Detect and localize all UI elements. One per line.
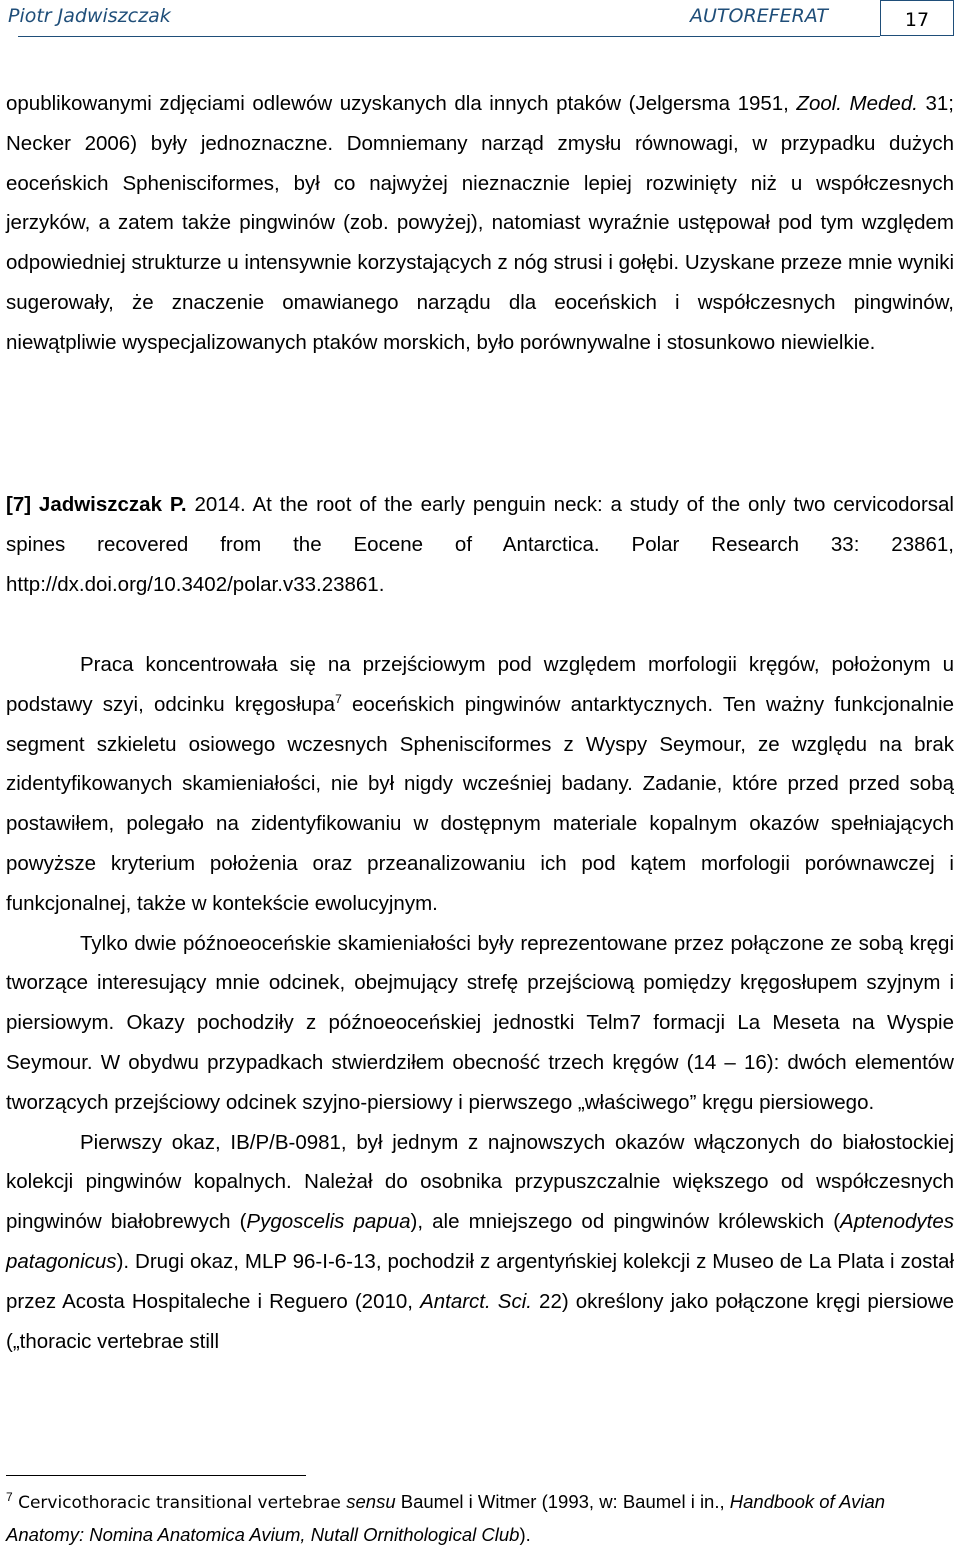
- page-number: 17: [880, 0, 954, 36]
- p1-text-a: opublikowanymi zdjęciami odlewów uzyskanych dla innych ptaków (Jelgersma 1951,: [6, 92, 797, 115]
- p1-journal: Zool. Meded.: [796, 92, 918, 115]
- footnote-italic-1: sensu: [346, 1491, 396, 1512]
- paragraph-2: [6, 645, 954, 924]
- p4-species-2: Aptenodytes patagonicus: [6, 1210, 955, 1273]
- ref7-author: [7] Jadwiszczak P.: [6, 493, 187, 516]
- ref7-citation: 2014. At the root of the early penguin neck: a study of the only two cervicodorsal spines recovered from the Eocene of Antarctica. Polar Research 33: 23861, http://dx.doi.org/10.3402/polar.v33.23861.: [6, 493, 954, 596]
- paragraph-3: Tylko dwie późnoeoceńskie skamieniałości były reprezentowane przez połączone ze sobą kręgi tworzące interesujący mnie odcinek, obejmujący strefę przejściową pomiędzy kręgosłupem szyjnym i piersiowym. Okazy pochodziły z późnoeoceńskiej jednostki Telm7 formacji La Meseta na Wyspie Seymour. W obydwu przypadkach stwierdziłem obecność trzech kręgów (14 – 16): dwóch elementów tworzących przejściowy odcinek szyjno-piersiowy i pierwszego „właściwego” kręgu piersiowego.: [6, 931, 954, 1114]
- page-header: [0, 0, 960, 40]
- header-title: AUTOREFERAT: [690, 5, 829, 27]
- paragraph-1: [6, 84, 954, 363]
- footnote-separator: [6, 1475, 306, 1476]
- footnote-text-b: Baumel i Witmer (1993, w: Baumel i in.,: [395, 1491, 730, 1512]
- p4-journal: Antarct. Sci.: [420, 1289, 532, 1313]
- paragraph-4: [6, 1123, 954, 1362]
- footnote-italic-2: Handbook of Avian Anatomy: Nomina Anatomica Avium, Nutall Ornithological Club: [6, 1491, 886, 1545]
- header-author: Piotr Jadwiszczak: [8, 5, 171, 27]
- footnote-text-c: ).: [519, 1524, 531, 1545]
- reference-7: [6, 485, 954, 604]
- p4-text-a: Pierwszy okaz, IB/P/B-0981, był jednym z najnowszych okazów włączonych do białostockiej kolekcji pingwinów kopalnych. Należał do osobnika przypuszczalnie większego od współczesnych pingwinów białobrewych (: [6, 1130, 954, 1234]
- footnote: [6, 1486, 954, 1551]
- p4-species-1: Pygoscelis papua: [246, 1210, 411, 1234]
- footnote-marker: 7: [335, 691, 342, 706]
- footnote-text-a: Cervicothoracic transitional vertebrae: [12, 1493, 347, 1513]
- p1-text-b: 31; Necker 2006) były jednoznaczne. Domniemany narząd zmysłu równowagi, w przypadku dużych eoceńskich Sphenisciformes, był co najwyżej nieznacznie lepiej rozwinięty niż u współczesnych jerzyków, a zatem także pingwinów (zob. powyżej), natomiast wyraźnie ustępował pod tym względem odpowiedniej strukturze u intensywnie korzystających z nóg strusi i gołębi. Uzyskane przeze mnie wyniki sugerowały, że znaczenie omawianego narządu dla eoceńskich i współczesnych pingwinów, niewątpliwie wyspecjalizowanych ptaków morskich, było porównywalne i stosunkowo niewielkie.: [6, 92, 954, 354]
- p4-text-d: 22) określony jako połączone kręgi piersiowe („thoracic vertebrae still: [6, 1289, 954, 1353]
- main-text: [6, 645, 954, 1361]
- footnote-number: 7: [6, 1489, 13, 1504]
- p4-text-b: ), ale mniejszego od pingwinów królewskich (: [410, 1210, 841, 1234]
- p2-text-b: eoceńskich pingwinów antarktycznych. Ten ważny funkcjonalnie segment szkieletu osiowego wczesnych Sphenisciformes z Wyspy Seymour, ze względu na brak zidentyfikowanych skamieniałości, nie był nigdy wcześniej badany. Zadanie, które przed przed sobą postawiłem, polegało na zidentyfikowaniu w dostępnym materiale kopalnym okazów spełniających powyższe kryterium położenia oraz przeanalizowaniu ich pod kątem morfologii porównawczej i funkcjonalnej, także w kontekście ewolucyjnym.: [6, 692, 954, 915]
- p4-text-c: ). Drugi okaz, MLP 96-I-6-13, pochodził z argentyńskiej kolekcji z Museo de La Plata i został przez Acosta Hospitaleche i Reguero (2010,: [6, 1249, 954, 1313]
- header-rule: [18, 36, 880, 37]
- p2-text-a: Praca koncentrowała się na przejściowym pod względem morfologii kręgów, położonym u podstawy szyi, odcinku kręgosłupa: [6, 653, 954, 716]
